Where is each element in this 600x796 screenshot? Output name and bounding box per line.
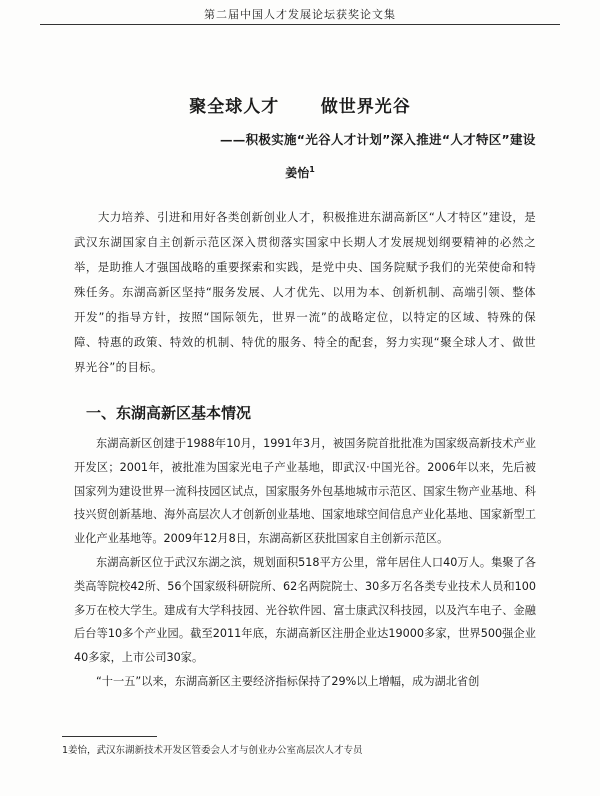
footnote: 1姜怡，武汉东湖新技术开发区管委会人才与创业办公室高层次人才专员 <box>62 745 363 756</box>
author-name: 姜怡 <box>285 166 310 180</box>
footnote-rule <box>62 736 157 737</box>
article-title: 聚全球人才 做世界光谷 <box>189 97 411 117</box>
abstract-paragraph: 大力培养、引进和用好各类创新创业人才，积极推进东湖高新区“人才特区”建设，是武汉东湖国家自主创新示范区深入贯彻落实国家中长期人才发展规划纲要精神的必然之举，是助推人才强国战略的重要探索和实践，是党中央、国务院赋予我们的光荣使命和特殊任务。东湖高新区坚持“服务发展、人才优先、以用为本、创新机制、高端引领、整体开发”的指导方针，按照“国际领先，世界一流”的战略定位，以特定的区域、特殊的保障、特惠的政策、特效的机制、特优的服务、特全的配套，努力实现“聚全球人才、做世界光谷”的目标。 <box>74 210 536 374</box>
section-heading: 一、东湖高新区基本情况 <box>86 404 252 422</box>
header-rule <box>40 24 560 25</box>
abstract-block <box>74 205 536 380</box>
body-paragraph-2: 东湖高新区位于武汉东湖之滨，规划面积518平方公里，常年居住人口40万人。集聚了各类高等院校42所、56个国家级科研院所、62名两院院士、30多万名各类专业技术人员和100多万在校大学生。建成有大学科技园、光谷软件园、富士康武汉科技园，以及汽车电子、金融后台等10多个产业园。截至2011年底，东湖高新区注册企业达19000多家，世界500强企业40多家，上市公司30家。 <box>74 555 536 665</box>
body-paragraph-1: 东湖高新区创建于1988年10月，1991年3月，被国务院首批批准为国家级高新技术产业开发区；2001年，被批准为国家光电子产业基地，即武汉·中国光谷。2006年以来，先后被国家列为建设世界一流科技园区试点，国家服务外包基地城市示范区、国家生物产业基地、科技兴贸创新基地、海外高层次人才创新创业基地、国家地球空间信息产业化基地、国家新型工业化产业基地等。2009年12月8日，东湖高新区获批国家自主创新示范区。 <box>74 437 536 546</box>
section-body <box>74 432 536 694</box>
article-subtitle: ——积极实施“光谷人才计划”深入推进“人才特区”建设 <box>220 132 536 147</box>
footnote-marker: 1 <box>309 165 315 174</box>
running-header: 第二届中国人才发展论坛获奖论文集 <box>204 8 396 21</box>
author-line <box>0 164 600 181</box>
body-paragraph-3: “十一五”以来，东湖高新区主要经济指标保持了29%以上增幅，成为湖北省创 <box>96 674 480 688</box>
